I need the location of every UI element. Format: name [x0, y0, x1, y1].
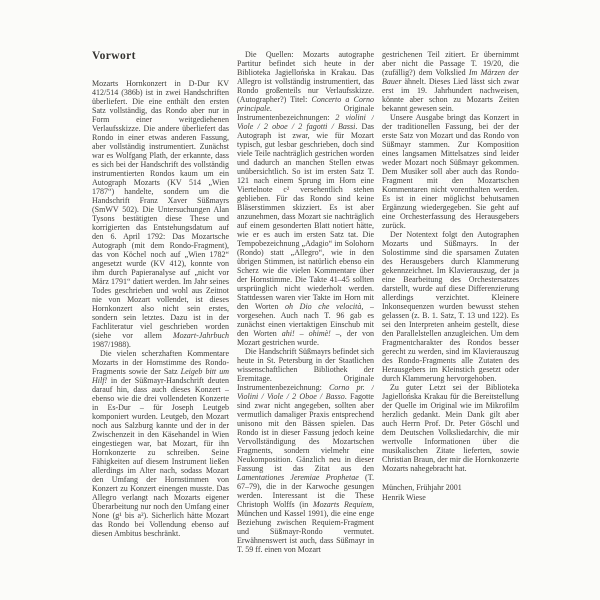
- paragraph: Zu guter Letzt sei der Biblioteka Jagiellońska Krakau für die Bereitstellung der Quelle im Original wie im Mikrofilm herzlich gedankt. Mein Dank gilt aber auch Herrn Prof. Dr. Peter Göschl und dem Deutschen Volksliedarchiv, die mir wertvolle Informationen über die musikalischen Zitate lieferten, sowie Christian Braun, der mir die Hornkonzerte Mozarts nahegebracht hat.: [382, 383, 519, 473]
- cited-title: Lamentationes Jeremiae Prophetae: [237, 473, 359, 482]
- text-column-1: [92, 50, 229, 595]
- cited-title: 2 violini / Viole / 2 oboe / 2 fagotti / Bassi: [237, 113, 374, 131]
- cited-title: Corno pr. / Violini / Viole / 2 Oboe / Basso: [237, 383, 374, 401]
- cited-title: ahi! – ohimè!: [281, 329, 331, 338]
- text-column-2: [237, 50, 374, 595]
- cited-title: oh Dio che velocità,: [285, 302, 364, 311]
- cited-title: Concerto a Corno principale: [237, 95, 374, 113]
- paragraph: Die Handschrift Süßmayrs befindet sich heute in St. Petersburg in der Staatlichen wissenschaftlichen Bibliothek der Eremitage. Originale Instrumentenbezeichnung: Corno pr. / Violini / Viole / 2 Oboe / Basso. Fagotte sind zwar nicht angegeben, sollten aber vermutlich damaliger Praxis entsprechend unisono mit den Bässen spielen. Das Rondo ist in dieser Fassung jedoch keine Vervollständigung des Mozartschen Fragments, sondern vielmehr eine Neukomposition. Gänzlich neu in dieser Fassung ist das Zitat aus den Lamentationes Jeremiae Prophetae (T. 67–79), die in der Karwoche gesungen werden. Interessant ist die These Christoph Wolffs (in Mozarts Requiem, München und Kassel 1991), die eine enge Beziehung zwischen Requiem-Fragment und Süßmayr-Rondo vermutet. Erwähnenswert ist auch, dass Süßmayr in T. 59 ff. einen von Mozart: [237, 347, 374, 554]
- closing-author: Henrik Wiese: [382, 492, 426, 502]
- closing-block: [382, 483, 519, 502]
- paragraph: Der Notentext folgt den Autographen Mozarts und Süßmayrs. In der Solostimme sind die sparsamen Zutaten des Herausgebers durch Klammerung gekennzeichnet. Im Klavierauszug, der ja eine Bearbeitung des Orchestersatzes darstellt, wurde auf diese Differenzierung allerdings verzichtet. Kleinere Inkonsequenzen wurden bewusst stehen gelassen (z. B. 1. Satz, T. 13 und 122). Es sei den Interpreten anheim gestellt, diese den Parallelstellen anzugleichen. Um dem Fragmentcharakter des Rondos besser gerecht zu werden, sind im Klavierauszug des Rondo-Fragments alle Zutaten des Herausgebers im Kleinstich gesetzt oder durch Klammerung hervorgehoben.: [382, 230, 519, 383]
- cited-title: Im Märzen der Bauer: [382, 68, 519, 86]
- page-title: Vorwort: [92, 50, 136, 62]
- paragraph: Die Quellen: Mozarts autographe Partitur befindet sich heute in der Biblioteka Jagiellońska in Krakau. Das Allegro ist vollständig instrumentiert, das Rondo großenteils nur Verlaufsskizze. (Autographer?) Titel: Concerto a Corno principale. Originale Instrumentenbezeichnungen: 2 violini / Viole / 2 oboe / 2 fagotti / Bassi. Das Autograph ist zwar, wie für Mozart typisch, gut lesbar geschrieben, doch sind viele Teile nachträglich gestrichen worden und dadurch an manchen Stellen etwas unübersichtlich. So ist im ersten Satz T. 121 nach einem Sprung im Horn eine Viertelnote c² versehentlich stehen geblieben. Für das Rondo sind keine Bläserstimmen skizziert. Es ist aber anzunehmen, dass Mozart sie nachträglich auf einem gesonderten Blatt notiert hätte, wie er es auch im ersten Satz tat. Die Tempobezeichnung „Adagio“ im Solohorn (Rondo) statt „Allegro“, wie in den übrigen Stimmen, ist natürlich ebenso ein Scherz wie die vielen Kommentare über der Hornstimme. Die Takte 41–45 sollten ursprünglich nicht wiederholt werden. Stattdessen waren vier Takte im Horn mit den Worten oh Dio che velocità, – vorgesehen. Auch nach T. 96 gab es zunächst einen viertaktigen Einschub mit den Worten ahi! – ohimè! –, der von Mozart gestrichen wurde.: [237, 50, 374, 347]
- text-column-3: [382, 50, 519, 595]
- cited-title: Leigeb bitt um Hilf!: [92, 367, 229, 385]
- paragraph: Unsere Ausgabe bringt das Konzert in der traditionellen Fassung, bei der der erste Satz von Mozart und das Rondo von Süßmayr stammen. Zur Komposition eines langsamen Mittelsatzes sind leider weder Mozart noch Süßmayr gekommen. Dem Musiker soll aber auch das Rondo-Fragment mit den Mozartschen Kommentaren nicht vorenthalten werden. Es ist in einer möglichst behutsamen Ergänzung wiedergegeben. Sie geht auf eine Orchesterfassung des Herausgebers zurück.: [382, 113, 519, 230]
- cited-title: Mozart-Jahrbuch: [173, 331, 229, 340]
- paragraph: gestrichenen Teil zitiert. Er übernimmt aber nicht die Passage T. 19/20, die (zufällig?) dem Volkslied Im Märzen der Bauer ähnelt. Dieses Lied lässt sich zwar erst im 19. Jahrhundert nachweisen, könnte aber schon zu Mozarts Zeiten bekannt gewesen sein.: [382, 50, 519, 113]
- paragraph: Mozarts Hornkonzert in D-Dur KV 412/514 (386b) ist in zwei Handschriften überliefert. Die eine enthält den ersten Satz vollständig, das Rondo aber nur in Form einer weitgediehenen Verlaufsskizze. Die andere überliefert das Rondo in einer etwas anderen Fassung, aber vollständig instrumentiert. Zunächst war es Wolfgang Plath, der erkannte, dass es sich bei der Handschrift des vollständig instrumentierten Rondos kaum um ein Autograph Mozarts (KV 514 „Wien 1787“) handelte, sondern um die Handschrift Franz Xaver Süßmayrs (SmWV 502). Die Untersuchungen Alan Tysons bestätigten diese These und korrigierten das Entstehungsdatum auf den 6. April 1792: Das Mozartsche Autograph (mit dem Rondo-Fragment), das von Köchel noch auf „Wien 1782“ angesetzt wurde (KV 412), konnte von ihm durch Papieranalyse auf „nicht vor März 1791“ datiert werden. Im Jahr seines Todes geschrieben und wohl aus Zeitnot nie von Mozart vollendet, ist dieses Hornkonzert also nicht sein erstes, sondern sein letztes. Dazu ist in der Fachliteratur viel geschrieben worden (siehe vor allem Mozart-Jahrbuch 1987/1988).: [92, 79, 229, 349]
- cited-title: Mozarts Requiem: [313, 500, 372, 509]
- paragraph: Die vielen scherzhaften Kommentare Mozarts in der Hornstimme des Rondo-Fragments sowie der Satz Leigeb bitt um Hilf! in der Süßmayr-Handschrift deuten darauf hin, dass auch dieses Konzert – ebenso wie die drei vollendeten Konzerte in Es-Dur – für Joseph Leutgeb komponiert wurden. Leutgeb, den Mozart noch aus Salzburg kannte und der in der Zwischenzeit in den Käsehandel in Wien eingestiegen war, bat Mozart, für ihn Hornkonzerte zu schreiben. Seine Fähigkeiten auf diesem Instrument ließen allerdings im Alter nach, sodass Mozart den Umfang der Hornstimmen von Konzert zu Konzert einengen musste. Das Allegro verlangt nach Mozarts eigener Überarbeitung nur noch den Umfang einer None (g¹ bis a²). Sicherlich hätte Mozart das Rondo bei Vollendung ebenso auf diesen Ambitus beschränkt.: [92, 349, 229, 538]
- closing-place-date: München, Frühjahr 2001: [382, 483, 462, 492]
